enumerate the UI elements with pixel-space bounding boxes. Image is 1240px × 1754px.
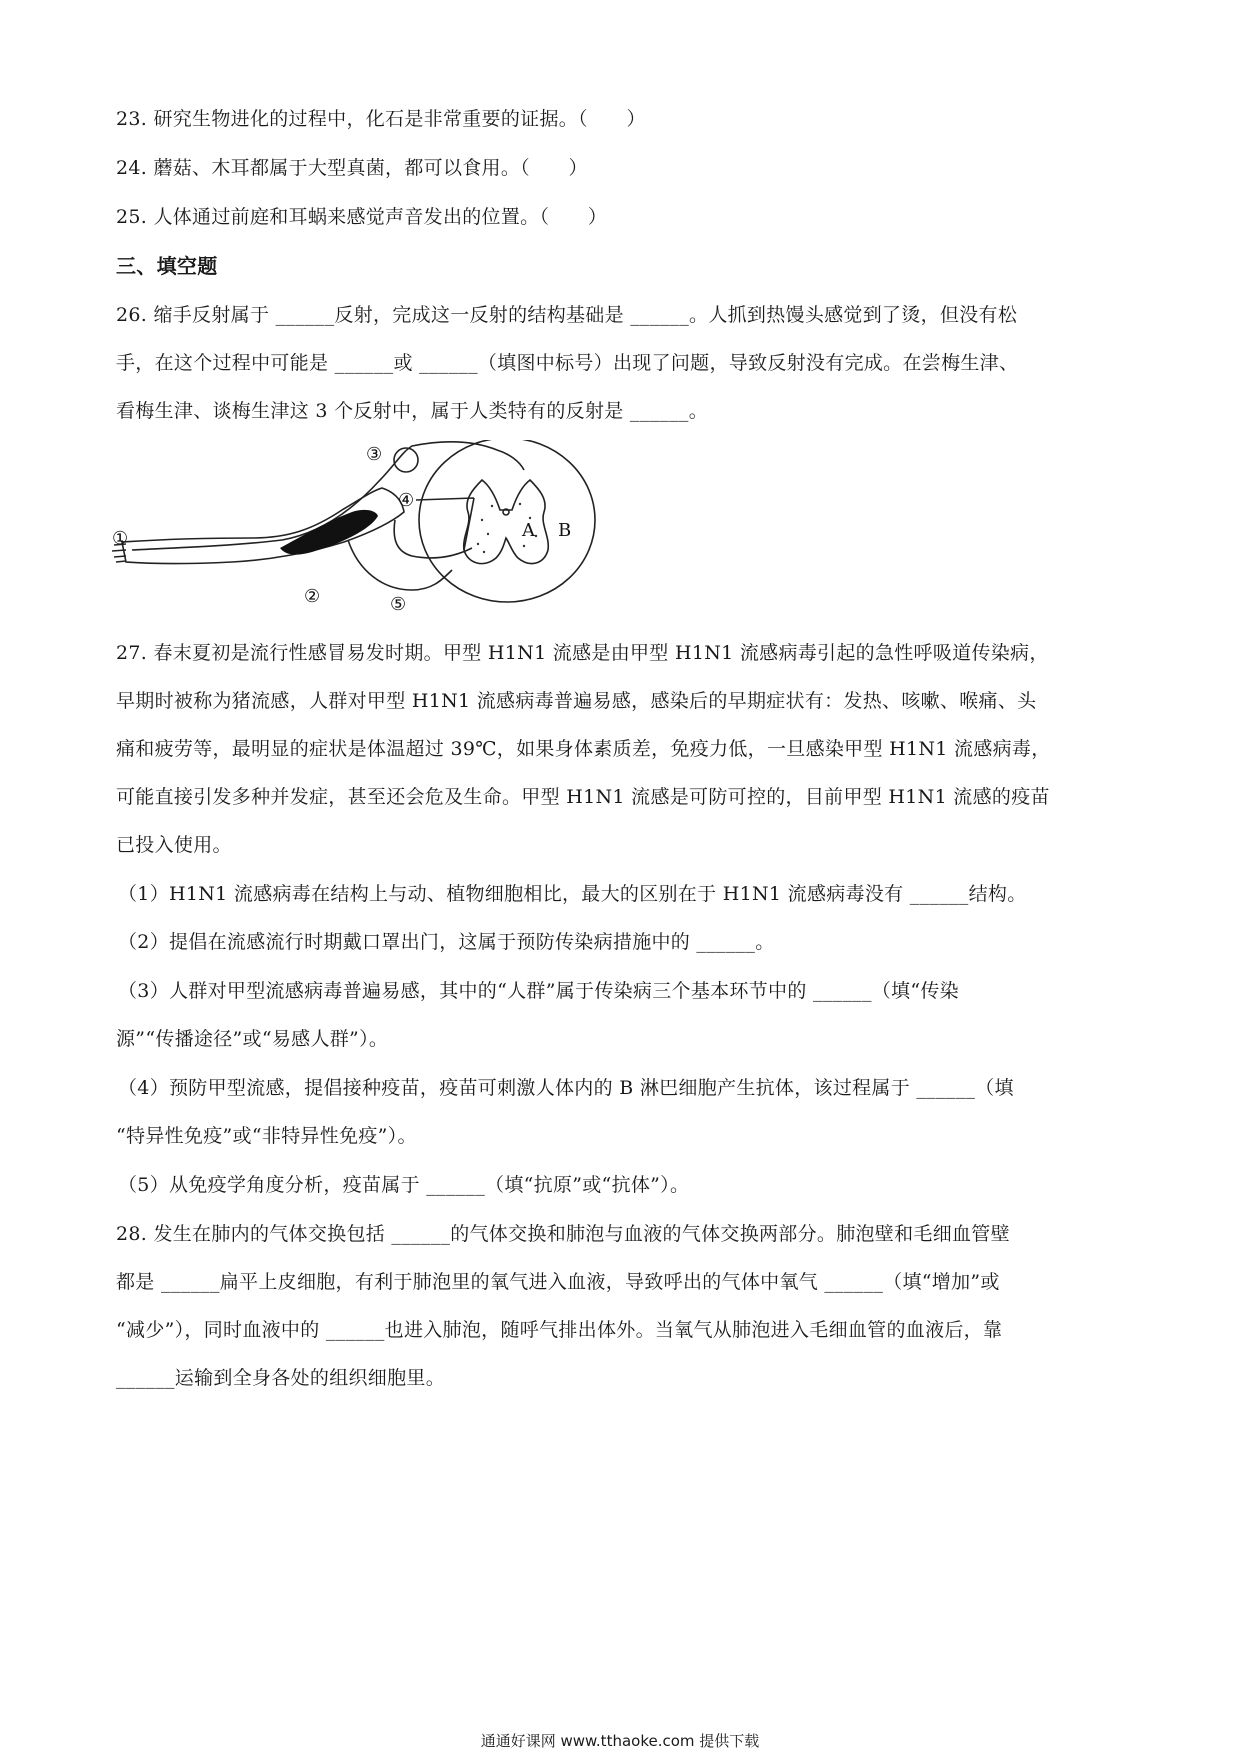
question-26-line-1: 26. 缩手反射属于 ______反射，完成这一反射的结构基础是 ______。人抓到热馒头感觉到了烫，但没有松 xyxy=(116,304,1018,326)
question-27-line-5: 已投入使用。 xyxy=(116,834,232,856)
grey-matter xyxy=(464,480,549,564)
label-2: ② xyxy=(304,586,321,607)
label-A: A xyxy=(522,520,535,541)
question-27-sub-1: （1）H1N1 流感病毒在结构上与动、植物细胞相比，最大的区别在于 H1N1 流感病毒没有 ______结构。 xyxy=(118,883,1027,905)
question-27-line-1: 27. 春末夏初是流行性感冒易发时期。甲型 H1N1 流感是由甲型 H1N1 流感病毒引起的急性呼吸道传染病， xyxy=(116,642,1049,664)
question-27-sub-3: （3）人群对甲型流感病毒普遍易感，其中的“人群”属于传染病三个基本环节中的 ______（填“传染 xyxy=(118,980,959,1002)
question-27-sub-3-cont: 源”“传播途径”或“易感人群”）。 xyxy=(116,1028,389,1050)
question-27-sub-5: （5）从免疫学角度分析，疫苗属于 ______（填“抗原”或“抗体”）。 xyxy=(118,1174,690,1196)
question-27-sub-2: （2）提倡在流感流行时期戴口罩出门，这属于预防传染病措施中的 ______。 xyxy=(118,931,775,953)
page-footer: 通通好课网 www.tthaoke.com 提供下载 xyxy=(480,1732,760,1750)
efferent-nerve xyxy=(348,540,452,590)
question-28-line-3: “减少”），同时血液中的 ______也进入肺泡，随呼气排出体外。当氧气从肺泡进入毛细血管的血液后，靠 xyxy=(116,1319,1003,1341)
question-26-line-2: 手，在这个过程中可能是 ______或 ______（填图中标号）出现了问题，导致反射没有完成。在尝梅生津、 xyxy=(116,352,1019,374)
question-27-sub-4: （4）预防甲型流感，提倡接种疫苗，疫苗可刺激人体内的 B 淋巴细胞产生抗体，该过程属于 ______（填 xyxy=(118,1077,1014,1099)
question-26-line-3: 看梅生津、谈梅生津这 3 个反射中，属于人类特有的反射是 ______。 xyxy=(116,400,709,422)
question-27-line-4: 可能直接引发多种并发症，甚至还会危及生命。甲型 H1N1 流感是可防可控的，目前甲型 H1N1 流感的疫苗 xyxy=(116,786,1050,808)
label-4-connector xyxy=(416,498,474,550)
label-B: B xyxy=(558,520,572,541)
label-1: ① xyxy=(112,528,129,549)
question-24: 24. 蘑菇、木耳都属于大型真菌，都可以食用。（ ） xyxy=(116,157,588,179)
question-25: 25. 人体通过前庭和耳蜗来感觉声音发出的位置。（ ） xyxy=(116,206,608,228)
motor-nerve xyxy=(394,520,472,558)
label-5: ⑤ xyxy=(390,594,407,615)
question-28-line-2: 都是 ______扁平上皮细胞，有利于肺泡里的氧气进入血液，导致呼出的气体中氧气 ______（填“增加”或 xyxy=(116,1271,1000,1293)
question-28-line-4: ______运输到全身各处的组织细胞里。 xyxy=(116,1367,446,1389)
label-4: ④ xyxy=(398,490,415,511)
section-heading: 三、填空题 xyxy=(116,254,218,278)
label-3: ③ xyxy=(366,444,383,465)
question-27-line-3: 痛和疲劳等，最明显的症状是体温超过 39℃，如果身体素质差，免疫力低，一旦感染甲型 H1N1 流感病毒， xyxy=(116,738,1051,760)
question-27-line-2: 早期时被称为猪流感，人群对甲型 H1N1 流感病毒普遍易感，感染后的早期症状有：发热、咳嗽、喉痛、头 xyxy=(116,690,1037,712)
question-27-sub-4-cont: “特异性免疫”或“非特异性免疫”）。 xyxy=(116,1125,417,1147)
reflex-arc-figure xyxy=(112,440,652,620)
question-23: 23. 研究生物进化的过程中，化石是非常重要的证据。（ ） xyxy=(116,108,646,130)
question-28-line-1: 28. 发生在肺内的气体交换包括 ______的气体交换和肺泡与血液的气体交换两部分。肺泡壁和毛细血管壁 xyxy=(116,1223,1010,1245)
